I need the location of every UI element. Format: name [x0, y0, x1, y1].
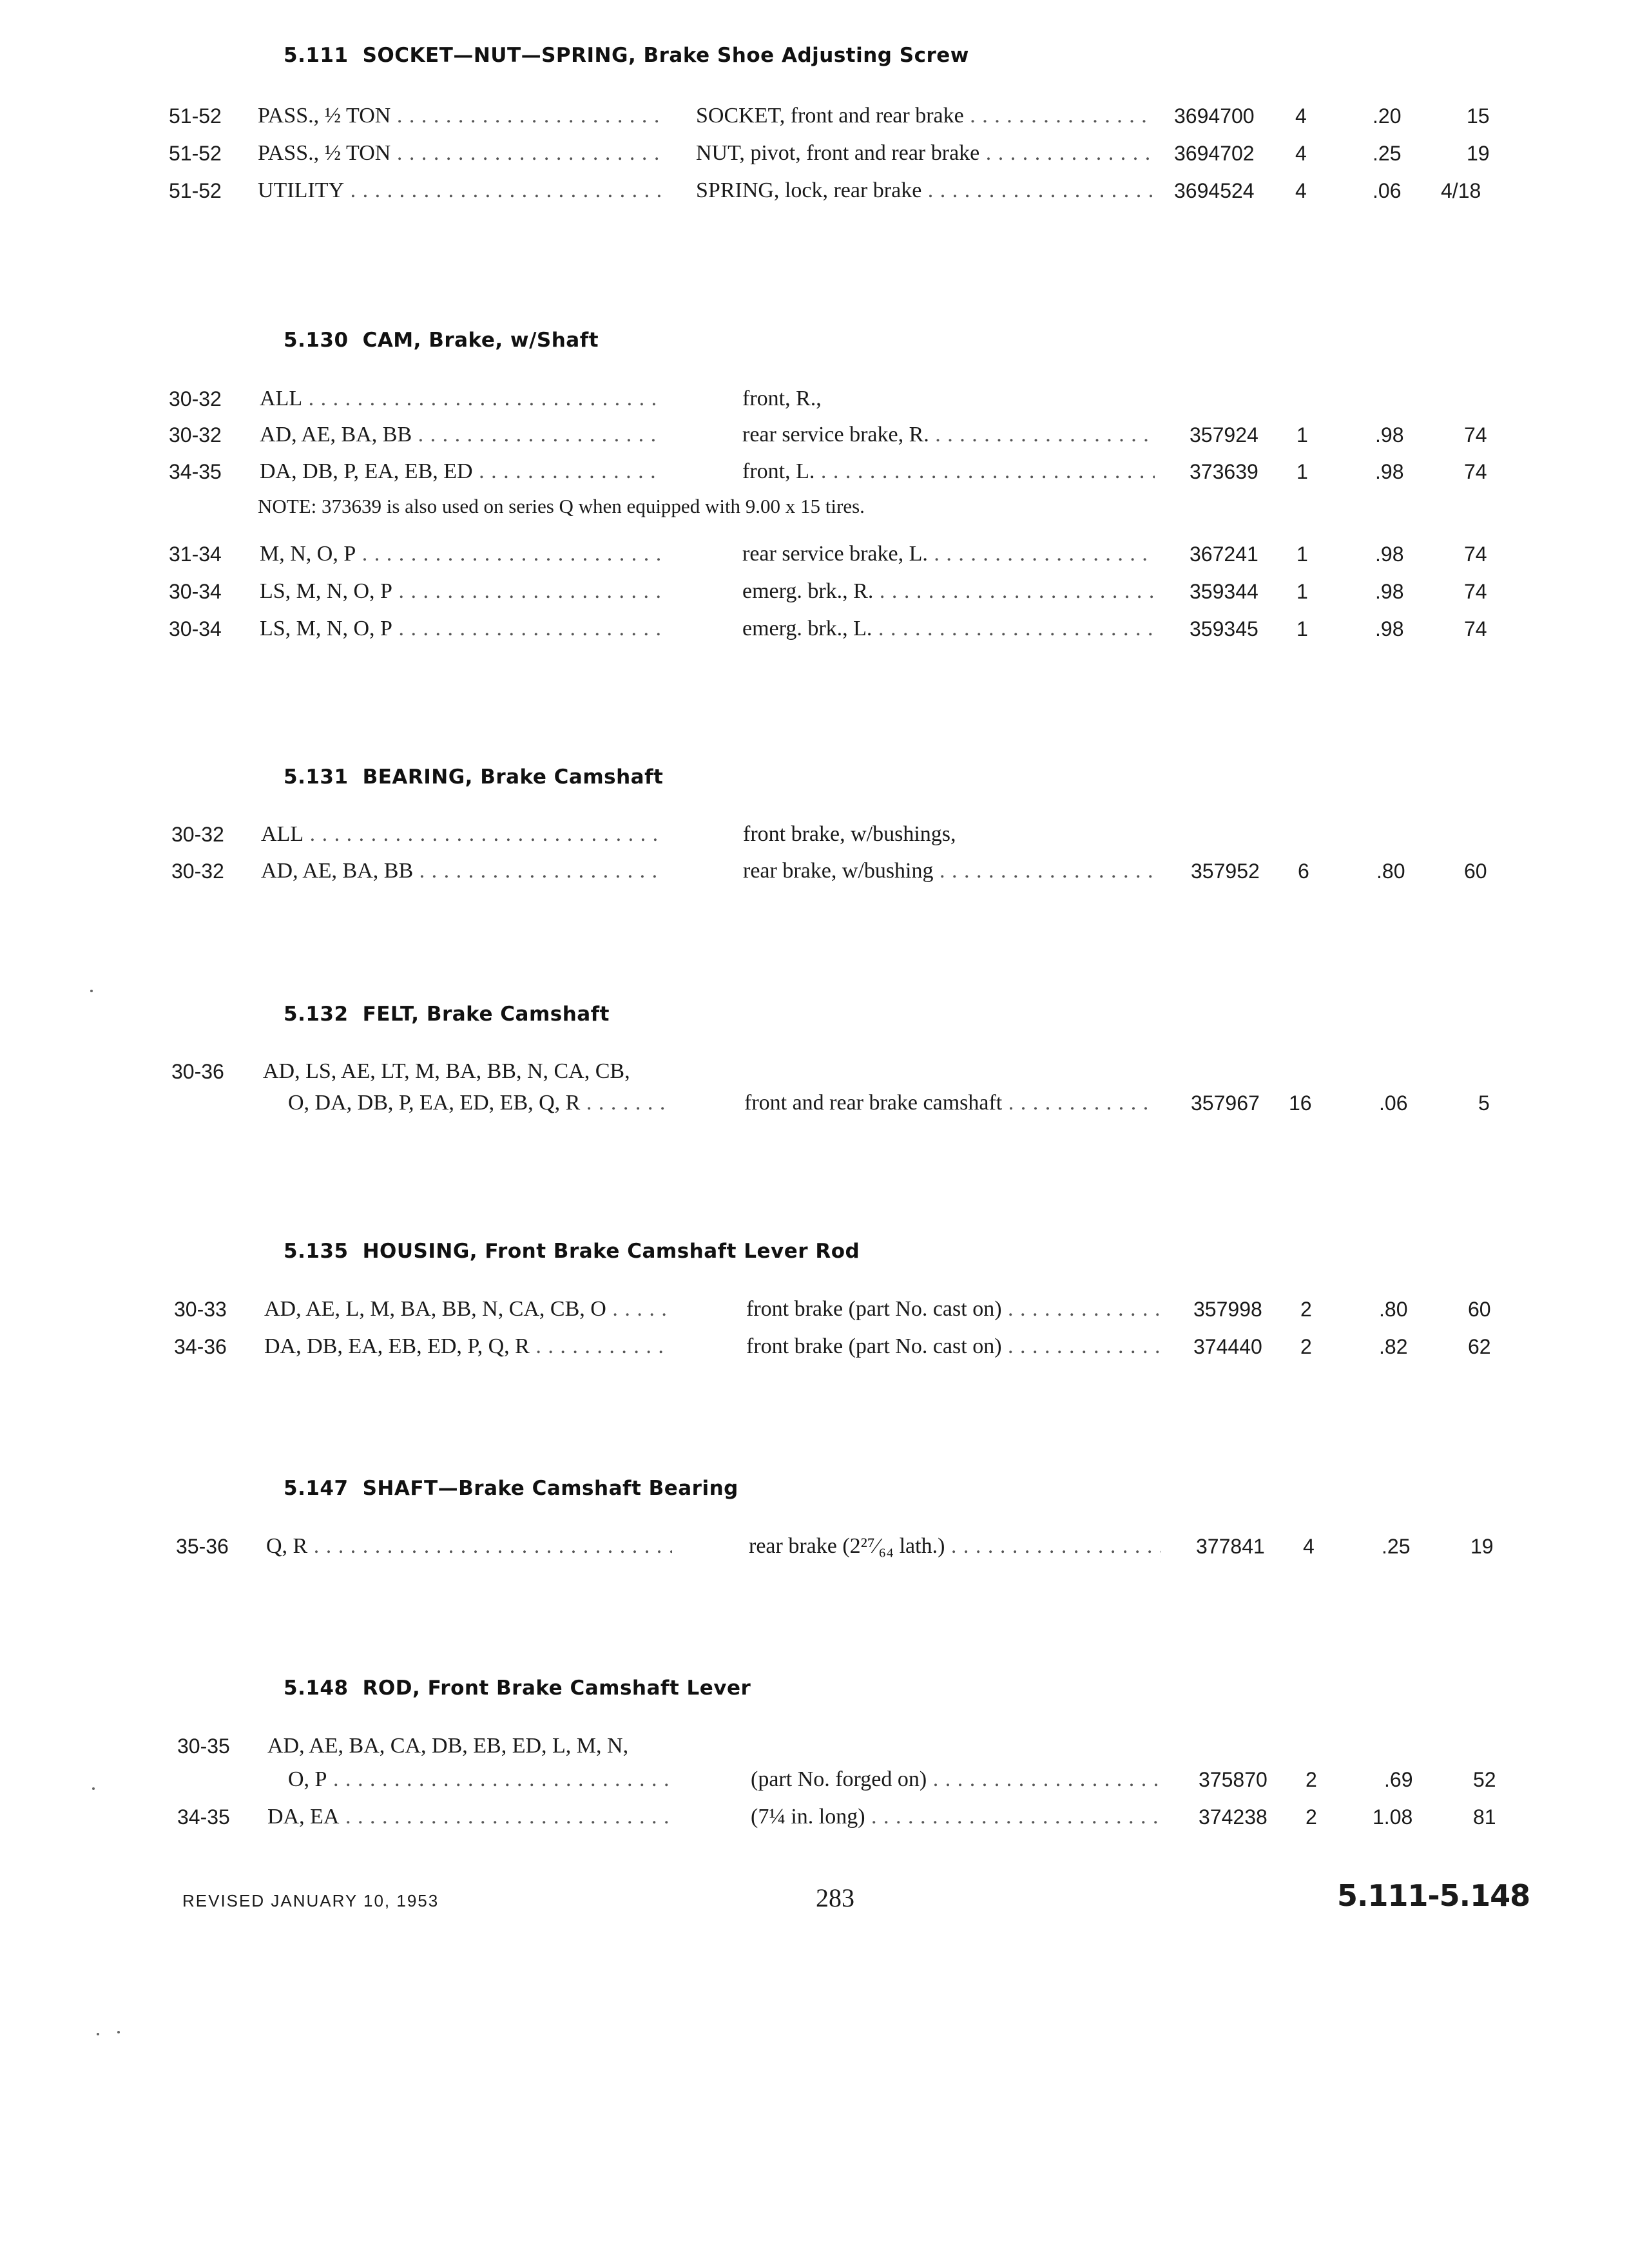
- section-heading: 5.130 CAM, Brake, w/Shaft: [284, 329, 599, 352]
- section-heading: 5.111 SOCKET—NUT—SPRING, Brake Shoe Adjusting Screw: [284, 44, 969, 67]
- section-heading: 5.147 SHAFT—Brake Camshaft Bearing: [284, 1477, 738, 1500]
- table-row: 30-32 ALL . . . front, R.,: [0, 385, 1629, 413]
- table-row: 30-32 ALL . . . front brake, w/bushings,: [0, 820, 1629, 849]
- scan-speck: [92, 1787, 95, 1790]
- table-row: 30-34 LS, M, N, O, P . . . emerg. brk., R. . . . 359344 1 .98 74: [0, 577, 1629, 606]
- table-row: 30-34 LS, M, N, O, P . . . emerg. brk., L. . . . 359345 1 .98 74: [0, 615, 1629, 643]
- scan-speck: [117, 2031, 120, 2033]
- table-row: 34-36 DA, DB, EA, EB, ED, P, Q, R . . . front brake (part No. cast on) . . . 374440 2 .82 62: [0, 1332, 1629, 1361]
- table-row-continued: O, DA, DB, P, EA, ED, EB, Q, R . . . front and rear brake camshaft . . . 357967 16 .06 5: [0, 1089, 1629, 1117]
- note-text: NOTE: 373639 is also used on series Q when equipped with 9.00 x 15 tires.: [258, 495, 865, 517]
- scan-speck: [90, 990, 93, 992]
- section-range: 5.111-5.148: [1337, 1878, 1530, 1913]
- table-row: 51-52 PASS., ½ TON . . . NUT, pivot, front and rear brake . . . 3694702 4 .25 19: [0, 139, 1629, 168]
- section-heading: 5.131 BEARING, Brake Camshaft: [284, 765, 664, 789]
- table-row-continued: O, P . . . (part No. forged on) . . . 375870 2 .69 52: [0, 1765, 1629, 1794]
- table-row: 30-32 AD, AE, BA, BB . . . rear brake, w/bushing . . . 357952 6 .80 60: [0, 857, 1629, 885]
- table-row: 51-52 PASS., ½ TON . . . SOCKET, front and rear brake . . . 3694700 4 .20 15: [0, 102, 1629, 130]
- scan-speck: [97, 2033, 99, 2035]
- table-row: 31-34 M, N, O, P . . . rear service brake, L. . . . 367241 1 .98 74: [0, 540, 1629, 568]
- page-number: 283: [816, 1883, 854, 1912]
- table-row: 34-35 DA, DB, P, EA, EB, ED . . . front, L. . . . 373639 1 .98 74: [0, 457, 1629, 486]
- table-row: 30-36 AD, LS, AE, LT, M, BA, BB, N, CA, CB,: [171, 1059, 630, 1083]
- table-row: 30-33 AD, AE, L, M, BA, BB, N, CA, CB, O . . . front brake (part No. cast on) . . . 357998 2 .80 60: [0, 1295, 1629, 1323]
- table-row: 51-52 UTILITY . . . SPRING, lock, rear brake . . . 3694524 4 .06 4/18: [0, 177, 1629, 205]
- table-row: 35-36 Q, R . . . rear brake (2²⁷⁄₆₄ lath.) . . . 377841 4 .25 19: [0, 1532, 1629, 1561]
- section-heading: 5.132 FELT, Brake Camshaft: [284, 1003, 610, 1026]
- revision-date: REVISED JANUARY 10, 1953: [182, 1891, 439, 1910]
- table-row: 34-35 DA, EA . . . (7¼ in. long) . . . 374238 2 1.08 81: [0, 1803, 1629, 1831]
- table-row: 30-32 AD, AE, BA, BB . . . rear service brake, R. . . . 357924 1 .98 74: [0, 421, 1629, 449]
- table-row: 30-35 AD, AE, BA, CA, DB, EB, ED, L, M, N,: [177, 1734, 629, 1758]
- section-heading: 5.135 HOUSING, Front Brake Camshaft Lever Rod: [284, 1240, 860, 1263]
- section-heading: 5.148 ROD, Front Brake Camshaft Lever: [284, 1677, 751, 1700]
